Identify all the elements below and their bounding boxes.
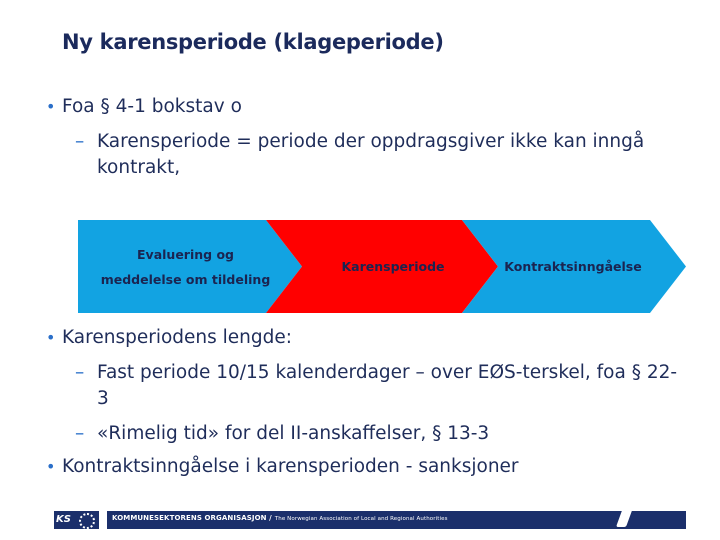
sub-bullet-text: Karensperiode = periode der oppdragsgiver ikke kan inngå kontrakt, [97,131,645,178]
dash-icon: – [75,362,85,383]
sub-bullet-item [75,421,490,447]
step-label-karensperiode: Karensperiode [341,259,445,274]
footer-org-english: The Norwegian Association of Local and Regional Authorities [274,516,448,522]
step-label-kontraktsinngaelse: Kontraktsinngåelse [504,259,642,274]
slide-title: Ny karensperiode (klageperiode) [62,30,444,54]
sub-bullet-text: «Rimelig tid» for del II-anskaffelser, § 13-3 [97,423,490,444]
bullet-dot-icon: • [46,97,56,116]
bullet-dot-icon: • [46,328,56,347]
step-label-line: Evaluering og [137,247,234,262]
footer-org-name: KOMMUNESEKTORENS ORGANISASJON / [112,514,272,522]
step-label-evaluering [88,242,283,292]
footer-bar [54,511,686,529]
ks-logo: KS [56,514,71,525]
step-label-line: meddelelse om tildeling [100,272,271,287]
bullet-text: Foa § 4-1 bokstav o [62,96,242,117]
bullet-text: Karensperiodens lengde: [62,327,292,348]
bullet-item [46,94,242,120]
sub-bullet-item [75,129,672,181]
bullet-item [46,454,519,480]
dash-icon: – [75,423,85,444]
ks-emblem-icon [79,513,95,529]
footer-org-text [112,514,448,522]
footer-mark-icon [616,505,634,527]
dash-icon: – [75,131,85,152]
sub-bullet-item [75,360,687,412]
bullet-text: Kontraktsinngåelse i karensperioden - sanksjoner [62,456,519,477]
footer-separator [99,511,107,529]
bullet-dot-icon: • [46,457,56,476]
process-diagram [78,220,686,313]
sub-bullet-text: Fast periode 10/15 kalenderdager – over EØS-terskel, foa § 22-3 [97,362,678,409]
bullet-item [46,325,292,351]
